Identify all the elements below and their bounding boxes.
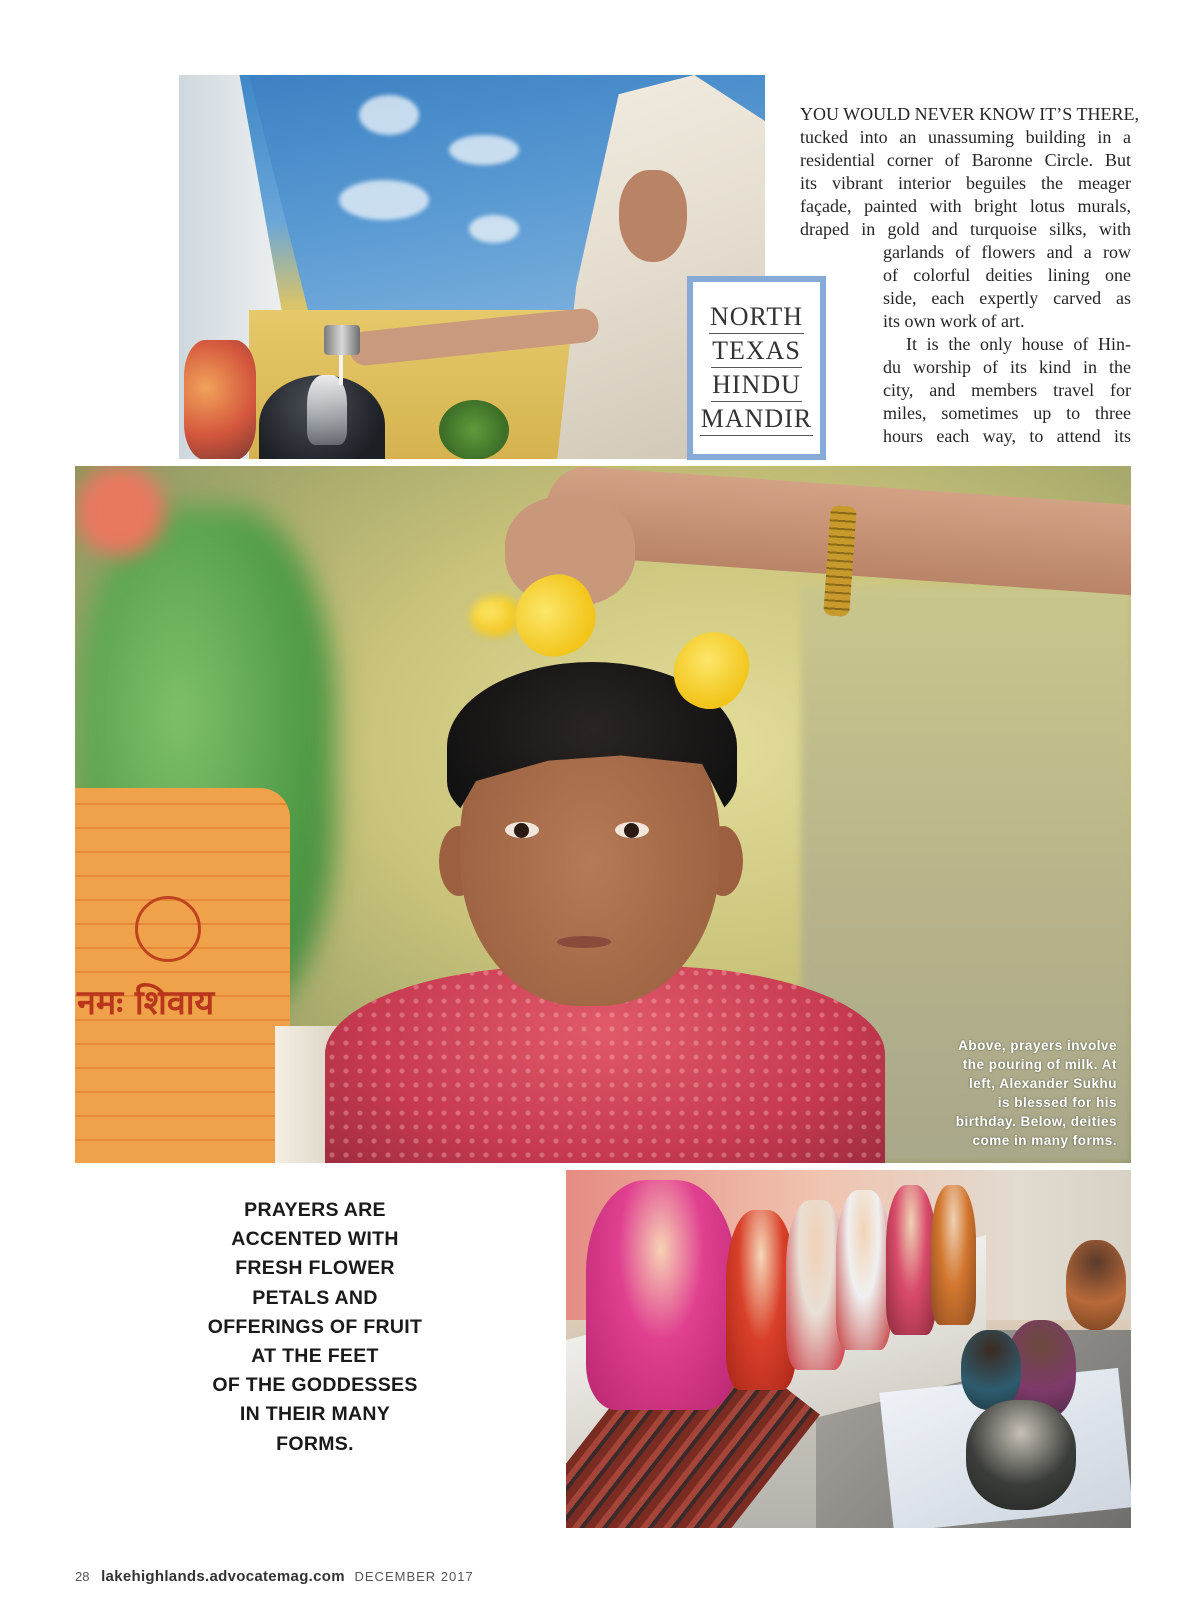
- page-footer: [75, 1568, 474, 1585]
- photo-eye: [615, 822, 649, 838]
- photo-worshipper: [961, 1330, 1021, 1410]
- body-line: du worship of its kind in the: [883, 357, 1131, 377]
- pull-quote-line: PRAYERS ARE: [244, 1199, 386, 1221]
- photo-cloud: [359, 95, 419, 135]
- pull-quote-line: OFFERINGS OF FRUIT: [207, 1315, 423, 1338]
- photo-cloud: [449, 135, 519, 165]
- photo-milk-pour: [339, 355, 343, 385]
- pull-quote-line: FORMS.: [276, 1432, 354, 1455]
- body-line: miles, sometimes up to three: [883, 403, 1131, 423]
- caption-line: Above, prayers involve: [958, 1038, 1117, 1053]
- body-line: side, each expertly carved as: [883, 288, 1131, 308]
- body-line: tucked into an unassuming building in a: [800, 127, 1131, 147]
- pull-quote-line: AT THE FEET: [251, 1345, 379, 1368]
- body-line: YOU WOULD NEVER KNOW IT’S THERE,: [800, 104, 1139, 124]
- pull-quote-line: IN THEIR MANY: [239, 1403, 391, 1426]
- body-line: hours each way, to attend its: [883, 426, 1131, 446]
- photo-cloud: [339, 180, 429, 220]
- body-line: of colorful deities lining one: [883, 265, 1131, 285]
- photo-deity-statue: [836, 1190, 891, 1350]
- body-line: city, and members travel for: [883, 380, 1131, 400]
- pull-quote: [180, 1196, 450, 1459]
- photo-deity-statue: [886, 1185, 936, 1335]
- photo-cloud: [469, 215, 519, 243]
- caption-line: come in many forms.: [972, 1133, 1117, 1148]
- body-line: draped in gold and turquoise silks, with: [800, 219, 1131, 239]
- pull-quote-line: PETALS AND: [252, 1286, 378, 1309]
- body-line: It is the only house of Hin-: [906, 334, 1131, 354]
- pull-quote-line: FRESH FLOWER: [235, 1257, 395, 1280]
- body-line: residential corner of Baronne Circle. But: [800, 150, 1131, 170]
- pull-quote-line: ACCENTED WITH: [231, 1228, 399, 1251]
- footer-site-url: lakehighlands.advocatemag.com: [101, 1568, 345, 1585]
- photo-deity-statue: [586, 1180, 736, 1410]
- photo-petal: [470, 596, 520, 636]
- title-line: HINDU: [711, 368, 802, 402]
- photo-orange-cloth: [75, 788, 290, 1163]
- footer-issue-date: DECEMBER 2017: [354, 1569, 474, 1584]
- caption-line: is blessed for his: [997, 1095, 1117, 1110]
- page-number: 28: [75, 1569, 90, 1584]
- photo-deity-statue: [931, 1185, 976, 1325]
- body-line: façade, painted with bright lotus murals,: [800, 196, 1131, 216]
- photo-garland: [184, 340, 256, 459]
- photo-mouth: [557, 936, 611, 948]
- photo-woman-pouring-milk: [179, 75, 765, 459]
- photo-milk: [307, 375, 347, 445]
- title-line: TEXAS: [711, 334, 802, 368]
- photo-caption: [927, 1036, 1117, 1150]
- pull-quote-line: OF THE GODDESSES: [212, 1374, 418, 1397]
- caption-line: birthday. Below, deities: [955, 1114, 1117, 1129]
- body-line: garlands of flowers and a row: [883, 242, 1131, 262]
- photo-eye: [505, 822, 539, 838]
- photo-plant: [439, 400, 509, 459]
- cloth-sanskrit-text: नमः शिवाय: [77, 983, 215, 1023]
- photo-worshipper: [966, 1400, 1076, 1510]
- photo-boy-blessing: [75, 466, 1131, 1163]
- title-line: MANDIR: [700, 402, 813, 436]
- photo-background-flower: [75, 466, 165, 556]
- photo-deities: [566, 1170, 1131, 1528]
- photo-face: [619, 170, 687, 262]
- cloth-sun-symbol: [135, 896, 201, 962]
- photo-worshipper: [1066, 1240, 1126, 1330]
- caption-line: the pouring of milk. At: [962, 1057, 1117, 1072]
- caption-line: left, Alexander Sukhu: [968, 1076, 1117, 1091]
- body-line: its vibrant interior beguiles the meager: [800, 173, 1131, 193]
- photo-cup: [324, 325, 360, 355]
- title-line: NORTH: [709, 300, 804, 334]
- article-body: [800, 103, 1139, 448]
- body-line: its own work of art.: [883, 311, 1025, 331]
